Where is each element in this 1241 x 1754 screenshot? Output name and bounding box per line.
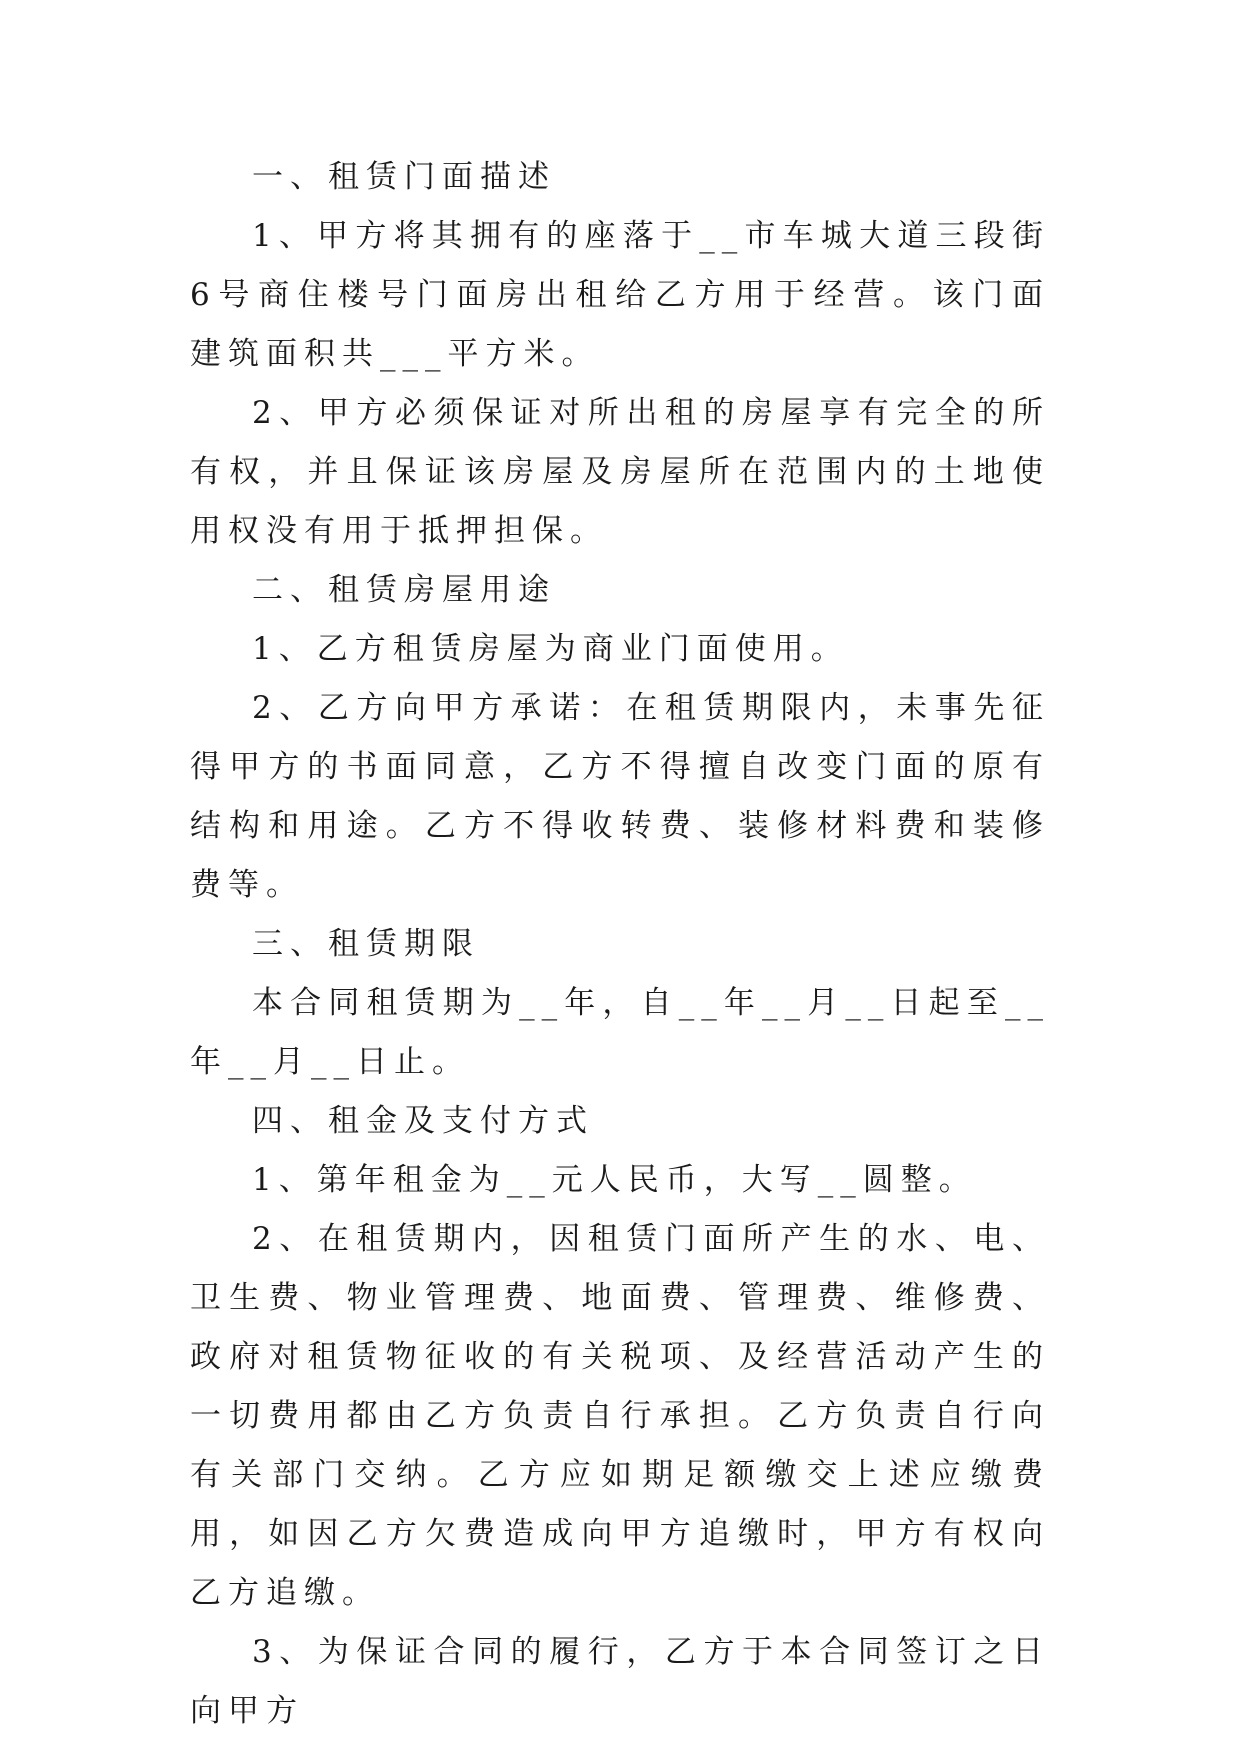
- paragraph-3-1: 本合同租赁期为__年，自__年__月__日起至__年__月__日止。: [190, 985, 1050, 1080]
- paragraph-1-1: 1、甲方将其拥有的座落于__市车城大道三段街6号商住楼号门面房出租给乙方用于经营。该门面建筑面积共___平方米。: [190, 218, 1050, 372]
- section-heading-3: 三、租赁期限: [252, 926, 480, 962]
- section-heading-4: 四、租金及支付方式: [252, 1103, 594, 1139]
- paragraph-4-2: 2、在租赁期内，因租赁门面所产生的水、电、卫生费、物业管理费、地面费、管理费、维修费、政府对租赁物征收的有关税项、及经营活动产生的一切费用都由乙方负责自行承担。乙方负责自行向有关部门交纳。乙方应如期足额缴交上述应缴费用，如因乙方欠费造成向甲方追缴时，甲方有权向乙方追缴。: [190, 1221, 1050, 1611]
- paragraph-4-3: 3、为保证合同的履行，乙方于本合同签订之日向甲方: [190, 1634, 1050, 1729]
- document-body: [190, 148, 1050, 1741]
- section-heading-1: 一、租赁门面描述: [252, 159, 556, 195]
- paragraph-4-1: 1、第年租金为__元人民币，大写__圆整。: [252, 1162, 977, 1198]
- paragraph-2-1: 1、乙方租赁房屋为商业门面使用。: [252, 631, 849, 667]
- section-heading-2: 二、租赁房屋用途: [252, 572, 556, 608]
- paragraph-1-2: 2、甲方必须保证对所出租的房屋享有完全的所有权，并且保证该房屋及房屋所在范围内的土地使用权没有用于抵押担保。: [190, 395, 1050, 549]
- paragraph-2-2: 2、乙方向甲方承诺：在租赁期限内，未事先征得甲方的书面同意，乙方不得擅自改变门面的原有结构和用途。乙方不得收转费、装修材料费和装修费等。: [190, 690, 1050, 903]
